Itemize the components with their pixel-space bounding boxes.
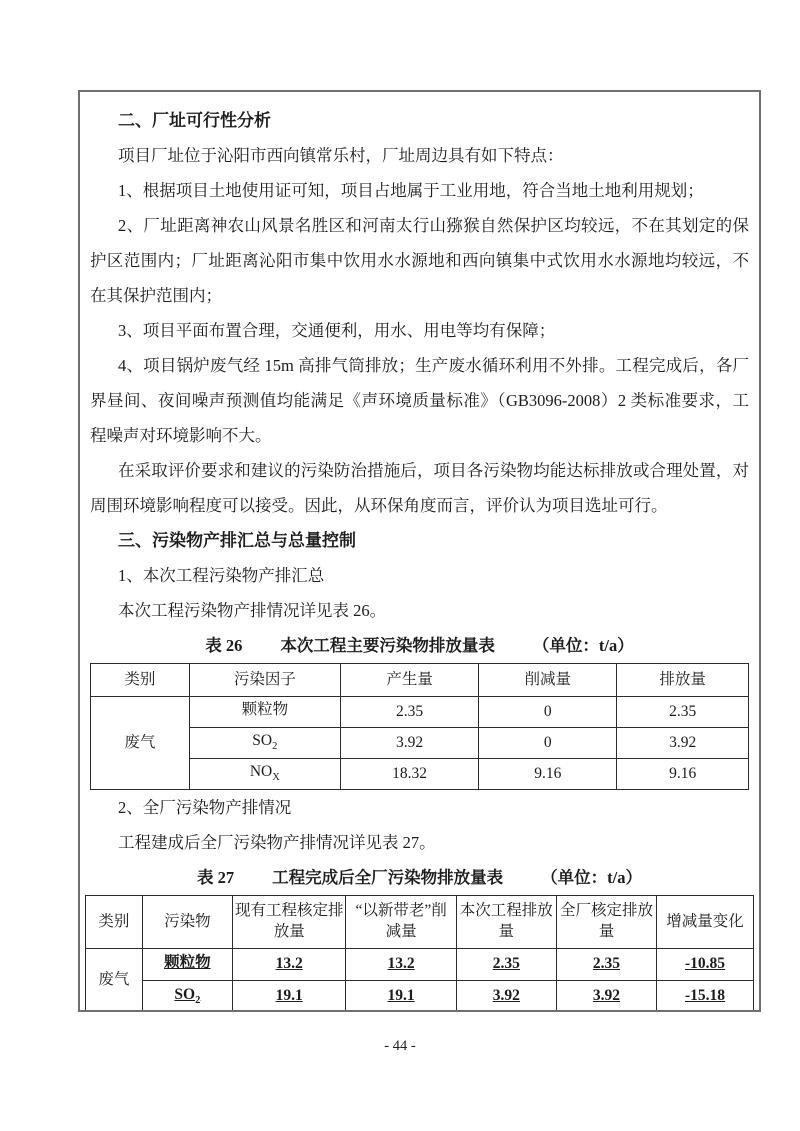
table-26-cell: 3.92 (341, 728, 479, 759)
table-row (86, 981, 754, 1013)
paragraph-see-table-27: 工程建成后全厂污染物产排情况详见表 27。 (118, 833, 436, 852)
table-26-factor-so2: $SO_2$ (189, 728, 340, 759)
table-26-factor-nox: $NO_X$ (189, 759, 340, 790)
table-27-pollutant-so2: $SO_2$ (142, 981, 232, 1013)
page-number: - 44 - (384, 1038, 416, 1054)
paragraph-point-4: 4、项目锅炉废气经 15m 高排气筒排放；生产废水循环利用不外排。工程完成后，各厂界昼间、夜间噪声预测值均能满足《声环境质量标准》（GB3096-2008）2 类标准要求，工程噪声对环境影响不大。 (90, 356, 749, 445)
table-26-header-category: 类别 (91, 664, 190, 697)
table-26-cell: 18.32 (341, 759, 479, 790)
table-27-header-category: 类别 (86, 896, 143, 949)
table-26-label: 表 26 (205, 636, 243, 655)
paragraph-site-conclusion: 在采取评价要求和建议的污染防治措施后，项目各污染物均能达标排放或合理处置，对周围环境影响程度可以接受。因此，从环保角度而言，评价认为项目选址可行。 (90, 461, 749, 515)
paragraph-point-3: 3、项目平面布置合理，交通便利，用水、用电等均有保障； (118, 321, 556, 340)
table-26-cell: 3.92 (617, 728, 749, 759)
table-26 (90, 663, 749, 790)
table-row (91, 697, 749, 728)
table-row (91, 728, 749, 759)
table-27-header-pollutant: 污染物 (142, 896, 232, 949)
table-26-cell: 0 (479, 728, 617, 759)
table-27-category-cell: 废气 (86, 949, 143, 1013)
table-26-cell: 9.16 (617, 759, 749, 790)
table-27-header-existing: 现有工程核定排放量 (232, 896, 346, 949)
table-27-cell: 19.1 (346, 981, 456, 1013)
table-row (91, 759, 749, 790)
table-27-header-approved: 全厂核定排放量 (556, 896, 656, 949)
paragraph-project-summary-label: 1、本次工程污染物产排汇总 (118, 566, 325, 585)
table-26-cell: 2.35 (617, 697, 749, 728)
table-27-cell: 2.35 (556, 949, 656, 981)
table-26-header-produced: 产生量 (341, 664, 479, 697)
table-27-cell: -15.18 (657, 981, 754, 1013)
table-27-header-row (86, 896, 754, 949)
paragraph-site-intro: 项目厂址位于沁阳市西向镇常乐村，厂址周边具有如下特点： (118, 146, 564, 165)
table-27-cell: 19.1 (232, 981, 346, 1013)
table-27-header-project: 本次工程排放量 (456, 896, 556, 949)
table-26-caption (90, 628, 749, 663)
table-26-header-reduced: 削减量 (479, 664, 617, 697)
table-26-factor-particulate: 颗粒物 (189, 697, 340, 728)
table-27-header-offset: “以新带老”削减量 (346, 896, 456, 949)
paragraph-plant-summary-label: 2、全厂污染物产排情况 (118, 798, 292, 817)
table-26-unit: （单位：t/a） (532, 636, 634, 655)
table-27-label: 表 27 (197, 868, 235, 887)
table-27-cell: 3.92 (556, 981, 656, 1013)
table-26-cell: 9.16 (479, 759, 617, 790)
table-27-cell: 13.2 (346, 949, 456, 981)
table-27 (85, 895, 754, 1012)
table-row (86, 949, 754, 981)
paragraph-point-2: 2、厂址距离神农山风景名胜区和河南太行山猕猴自然保护区均较远，不在其划定的保护区范围内；厂址距离沁阳市集中饮用水水源地和西向镇集中式饮用水水源地均较远，不在其保护范围内； (90, 216, 749, 305)
table-26-category-cell: 废气 (91, 697, 190, 790)
table-26-title: 本次工程主要污染物排放量表 (280, 636, 495, 655)
table-27-cell: -10.85 (657, 949, 754, 981)
table-27-header-change: 增减量变化 (657, 896, 754, 949)
table-26-cell: 0 (479, 697, 617, 728)
section-heading-site-feasibility: 二、厂址可行性分析 (118, 111, 271, 130)
paragraph-see-table-26: 本次工程污染物产排情况详见表 26。 (118, 601, 387, 620)
paragraph-point-1: 1、根据项目土地使用证可知，项目占地属于工业用地，符合当地土地利用规划； (118, 181, 704, 200)
table-26-header-emitted: 排放量 (617, 664, 749, 697)
table-27-unit: （单位：t/a） (541, 868, 642, 887)
table-27-caption (90, 860, 749, 895)
section-heading-pollutant-summary: 三、污染物产排汇总与总量控制 (118, 531, 356, 550)
table-27-cell: 3.92 (456, 981, 556, 1013)
table-27-title: 工程完成后全厂污染物排放量表 (272, 868, 504, 887)
table-27-pollutant-particulate: 颗粒物 (142, 949, 232, 981)
table-26-header-factor: 污染因子 (189, 664, 340, 697)
table-27-cell: 2.35 (456, 949, 556, 981)
table-26-header-row (91, 664, 749, 697)
document-content-frame (78, 90, 761, 1012)
table-26-cell: 2.35 (341, 697, 479, 728)
table-27-cell: 13.2 (232, 949, 346, 981)
